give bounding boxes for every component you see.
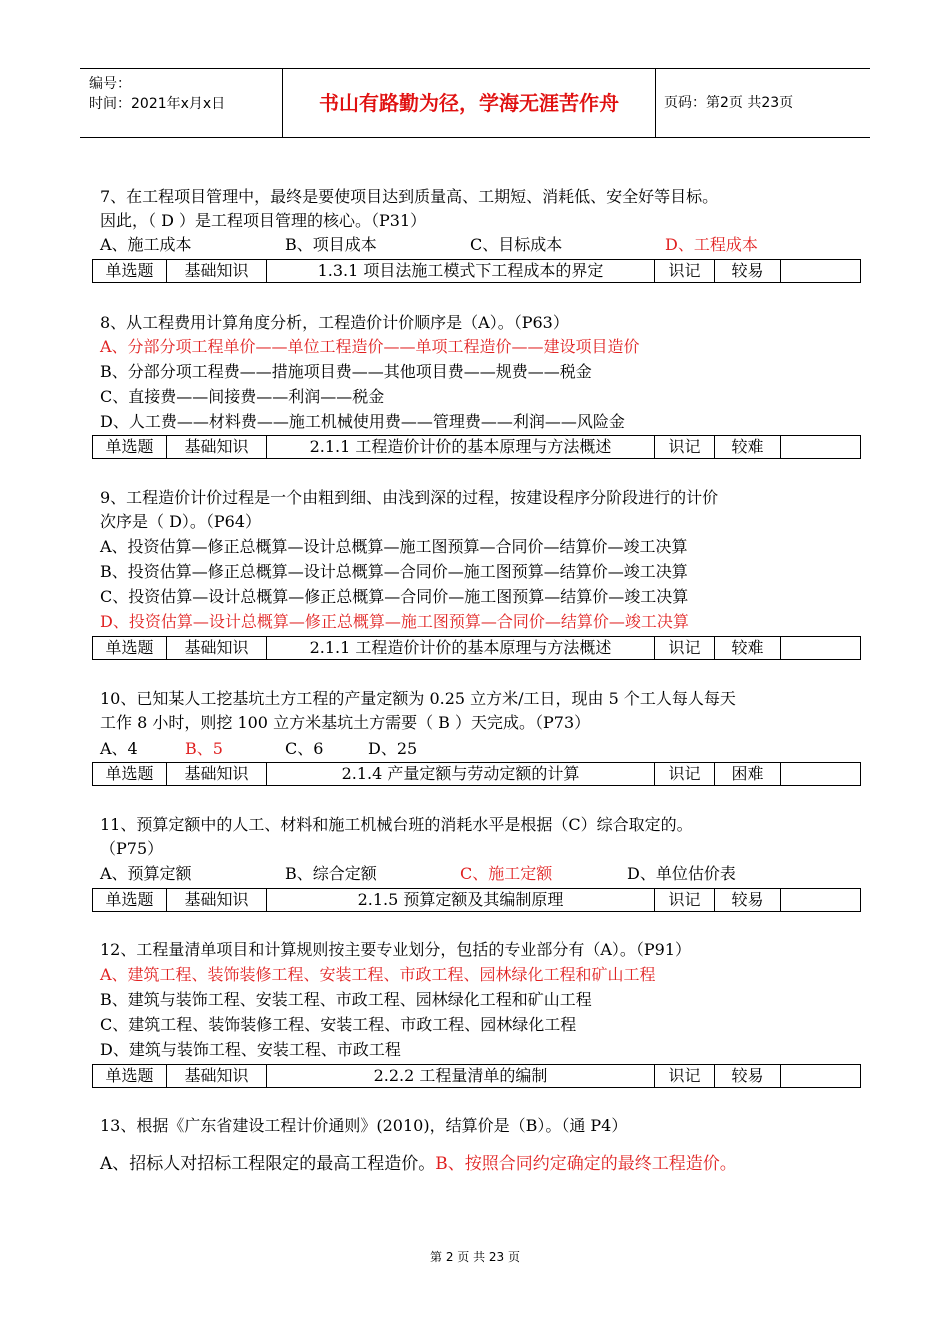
q12-option-d: D、建筑与装饰工程、安装工程、市政工程 (100, 1040, 401, 1059)
q9-level: 识记 (655, 637, 715, 660)
q9-option-d-answer: D、投资估算—设计总概算—修正总概算—施工图预算—合同价—结算价—竣工决算 (100, 612, 689, 631)
q9-category: 基础知识 (167, 637, 267, 660)
q13-option-a: A、招标人对招标工程限定的最高工程造价。 (100, 1154, 436, 1174)
q8-difficulty: 较难 (715, 436, 781, 459)
page-header (80, 68, 870, 138)
q7-info-table (92, 259, 861, 283)
q7-level: 识记 (655, 260, 715, 283)
q7-category: 基础知识 (167, 260, 267, 283)
q7-difficulty: 较易 (715, 260, 781, 283)
q10-info-table (92, 762, 861, 786)
q10-option-b-answer: B、5 (185, 739, 223, 758)
question-11-line-1: 11、预算定额中的人工、材料和施工机械台班的消耗水平是根据（C）综合取定的。 (100, 815, 693, 834)
table-row (93, 260, 861, 283)
serial-label: 编号： (89, 76, 131, 92)
q10-section: 2.1.4 产量定额与劳动定额的计算 (267, 763, 655, 786)
q11-info-table (92, 888, 861, 912)
q12-option-a-answer: A、建筑工程、装饰装修工程、安装工程、市政工程、园林绿化工程和矿山工程 (100, 965, 656, 984)
q11-level: 识记 (655, 889, 715, 912)
page-footer: 第 2 页 共 23 页 (430, 1250, 520, 1264)
q9-info-table (92, 636, 861, 660)
q11-option-c-answer: C、施工定额 (460, 864, 553, 883)
q8-type: 单选题 (93, 436, 167, 459)
table-row (93, 889, 861, 912)
q12-difficulty: 较易 (715, 1065, 781, 1088)
q12-info-table (92, 1064, 861, 1088)
question-10-line-2: 工作 8 小时，则挖 100 立方米基坑土方需要（ B ）天完成。（P73） (100, 713, 591, 732)
question-9-line-1: 9、工程造价计价过程是一个由粗到细、由浅到深的过程，按建设程序分阶段进行的计价 (100, 488, 719, 507)
q10-difficulty: 困难 (715, 763, 781, 786)
q10-option-d: D、25 (368, 739, 418, 758)
q9-blank (781, 637, 861, 660)
q11-section: 2.1.5 预算定额及其编制原理 (267, 889, 655, 912)
question-8-line-1: 8、从工程费用计算角度分析，工程造价计价顺序是（A）。（P63） (100, 313, 569, 332)
question-11-line-2: （P75） (100, 839, 164, 858)
time-label: 时间：2021年x月x日 (89, 96, 226, 112)
q12-blank (781, 1065, 861, 1088)
q7-section: 1.3.1 项目法施工模式下工程成本的界定 (267, 260, 655, 283)
q12-level: 识记 (655, 1065, 715, 1088)
q11-type: 单选题 (93, 889, 167, 912)
q10-type: 单选题 (93, 763, 167, 786)
page-label: 页码：第2页 共23页 (664, 95, 794, 111)
question-10-line-1: 10、已知某人工挖基坑土方工程的产量定额为 0.25 立方米/工日，现由 5 个工人每人每天 (100, 689, 736, 708)
table-row (93, 1065, 861, 1088)
q10-category: 基础知识 (167, 763, 267, 786)
q7-blank (781, 260, 861, 283)
q8-option-d: D、人工费——材料费——施工机械使用费——管理费——利润——风险金 (100, 412, 625, 431)
header-meta (80, 69, 282, 137)
q11-difficulty: 较易 (715, 889, 781, 912)
q9-section: 2.1.1 工程造价计价的基本原理与方法概述 (267, 637, 655, 660)
q8-option-b: B、分部分项工程费——措施项目费——其他项目费——规费——税金 (100, 362, 592, 381)
q12-section: 2.2.2 工程量清单的编制 (267, 1065, 655, 1088)
q7-type: 单选题 (93, 260, 167, 283)
q12-option-b: B、建筑与装饰工程、安装工程、市政工程、园林绿化工程和矿山工程 (100, 990, 592, 1009)
q7-option-b: B、项目成本 (285, 235, 377, 254)
q8-category: 基础知识 (167, 436, 267, 459)
motto: 书山有路勤为径，学海无涯苦作舟 (282, 69, 656, 137)
q8-blank (781, 436, 861, 459)
q11-option-d: D、单位估价表 (627, 864, 736, 883)
q12-type: 单选题 (93, 1065, 167, 1088)
q11-option-b: B、综合定额 (285, 864, 377, 883)
q8-option-a-answer: A、分部分项工程单价——单位工程造价——单项工程造价——建设项目造价 (100, 337, 640, 356)
q11-option-a: A、预算定额 (100, 864, 192, 883)
q8-info-table (92, 435, 861, 459)
q8-section: 2.1.1 工程造价计价的基本原理与方法概述 (267, 436, 655, 459)
q12-option-c: C、建筑工程、装饰装修工程、安装工程、市政工程、园林绿化工程 (100, 1015, 577, 1034)
q7-option-c: C、目标成本 (470, 235, 563, 254)
table-row (93, 436, 861, 459)
q10-option-c: C、6 (285, 739, 324, 758)
question-9-line-2: 次序是（ D）。（P64） (100, 512, 262, 531)
q8-level: 识记 (655, 436, 715, 459)
q9-type: 单选题 (93, 637, 167, 660)
q9-option-c: C、投资估算—设计总概算—修正总概算—合同价—施工图预算—结算价—竣工决算 (100, 587, 689, 606)
q9-option-a: A、投资估算—修正总概算—设计总概算—施工图预算—合同价—结算价—竣工决算 (100, 537, 688, 556)
q10-level: 识记 (655, 763, 715, 786)
question-7-line-2: 因此，（ D ）是工程项目管理的核心。（P31） (100, 211, 427, 230)
q8-option-c: C、直接费——间接费——利润——税金 (100, 387, 385, 406)
question-12-line-1: 12、工程量清单项目和计算规则按主要专业划分，包括的专业部分有（A）。（P91） (100, 940, 692, 959)
q10-blank (781, 763, 861, 786)
q11-category: 基础知识 (167, 889, 267, 912)
question-13-line-1: 13、根据《广东省建设工程计价通则》(2010)，结算价是（B）。（通 P4） (100, 1116, 628, 1135)
q10-option-a: A、4 (100, 739, 138, 758)
table-row (93, 763, 861, 786)
q12-category: 基础知识 (167, 1065, 267, 1088)
q13-options-line (100, 1153, 737, 1175)
q13-option-b-answer: B、按照合同约定确定的最终工程造价。 (435, 1154, 737, 1174)
q11-blank (781, 889, 861, 912)
q7-option-d-answer: D、工程成本 (665, 235, 758, 254)
q7-option-a: A、施工成本 (100, 235, 192, 254)
table-row (93, 637, 861, 660)
q9-difficulty: 较难 (715, 637, 781, 660)
question-7-line-1: 7、在工程项目管理中，最终是要使项目达到质量高、工期短、消耗低、安全好等目标。 (100, 187, 719, 206)
q9-option-b: B、投资估算—修正总概算—设计总概算—合同价—施工图预算—结算价—竣工决算 (100, 562, 688, 581)
